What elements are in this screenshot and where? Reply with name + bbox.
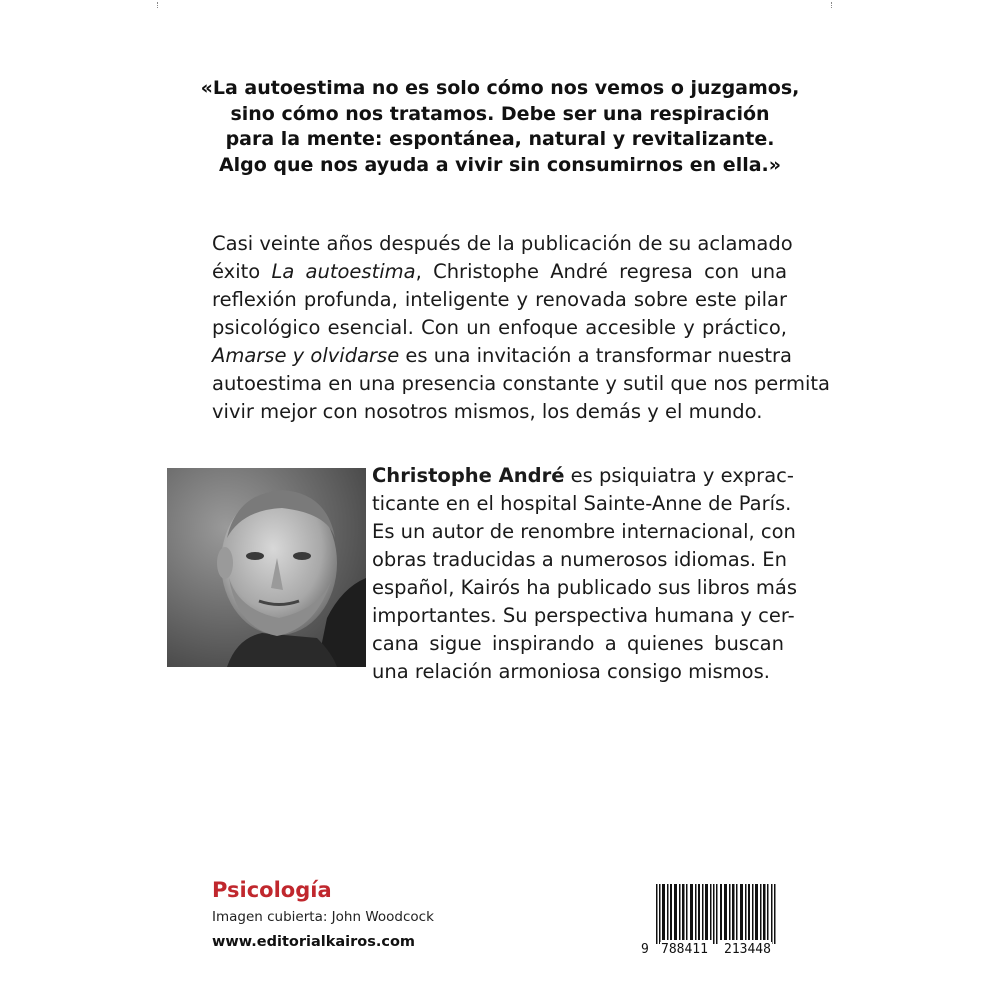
quote-line: sino cómo nos tratamos. Debe ser una respiración <box>230 102 770 125</box>
isbn-digits-right: 213448 <box>724 942 771 957</box>
description-line: psicológico esencial. Con un enfoque accesible y práctico, <box>212 316 787 339</box>
quote-line: para la mente: espontánea, natural y revitalizante. <box>225 128 775 150</box>
description-line: autoestima en una presencia constante y sutil que nos permita <box>212 372 830 395</box>
bio-line: Es un autor de renombre internacional, con <box>372 520 796 543</box>
description-line: Casi veinte años después de la publicación de su aclamado <box>212 232 793 255</box>
category-label: Psicología <box>212 878 332 902</box>
image-credit: Imagen cubierta: John Woodcock <box>212 909 434 925</box>
bio-line <box>372 462 794 490</box>
description-text: éxito <box>212 260 272 283</box>
isbn-digits <box>640 942 790 962</box>
bio-line: cana sigue inspirando a quienes buscan <box>372 632 784 655</box>
bio-text: es psiquiatra y exprac- <box>564 464 794 487</box>
bio-line: una relación armoniosa consigo mismos. <box>372 660 770 683</box>
description-line: vivir mejor con nosotros mismos, los demás y el mundo. <box>212 400 763 423</box>
author-photo <box>167 468 366 667</box>
book-title-italic: La autoestima <box>271 260 416 283</box>
author-name: Christophe André <box>372 464 565 487</box>
barcode-bars <box>640 884 790 944</box>
bio-line: ticante en el hospital Sainte-Anne de París. <box>372 492 792 515</box>
description-text: es una invitación a transformar nuestra <box>399 344 792 367</box>
description-text: , Christophe André regresa con una <box>415 260 788 283</box>
publisher-website: www.editorialkairos.com <box>212 934 416 950</box>
bio-line: español, Kairós ha publicado sus libros más <box>372 576 797 599</box>
quote-line: «La autoestima no es solo cómo nos vemos o juzgamos, <box>200 77 800 99</box>
isbn-digits-left: 788411 <box>661 942 708 957</box>
book-description <box>212 230 830 426</box>
crop-mark-left <box>157 2 160 8</box>
isbn-digit-first: 9 <box>641 942 649 957</box>
description-line: reflexión profunda, inteligente y renovada sobre este pilar <box>212 288 787 311</box>
crop-mark-right <box>831 2 834 8</box>
book-title-italic: Amarse y olvidarse <box>212 344 400 367</box>
author-bio <box>372 462 797 686</box>
description-line <box>212 342 792 370</box>
bio-line: obras traducidas a numerosos idiomas. En <box>372 548 787 571</box>
bio-line: importantes. Su perspectiva humana y cer- <box>372 604 795 627</box>
isbn-barcode <box>640 884 790 964</box>
pull-quote <box>200 76 800 178</box>
description-line <box>212 258 787 286</box>
quote-line: Algo que nos ayuda a vivir sin consumirnos en ella.» <box>218 153 782 176</box>
author-portrait-image <box>167 468 366 667</box>
